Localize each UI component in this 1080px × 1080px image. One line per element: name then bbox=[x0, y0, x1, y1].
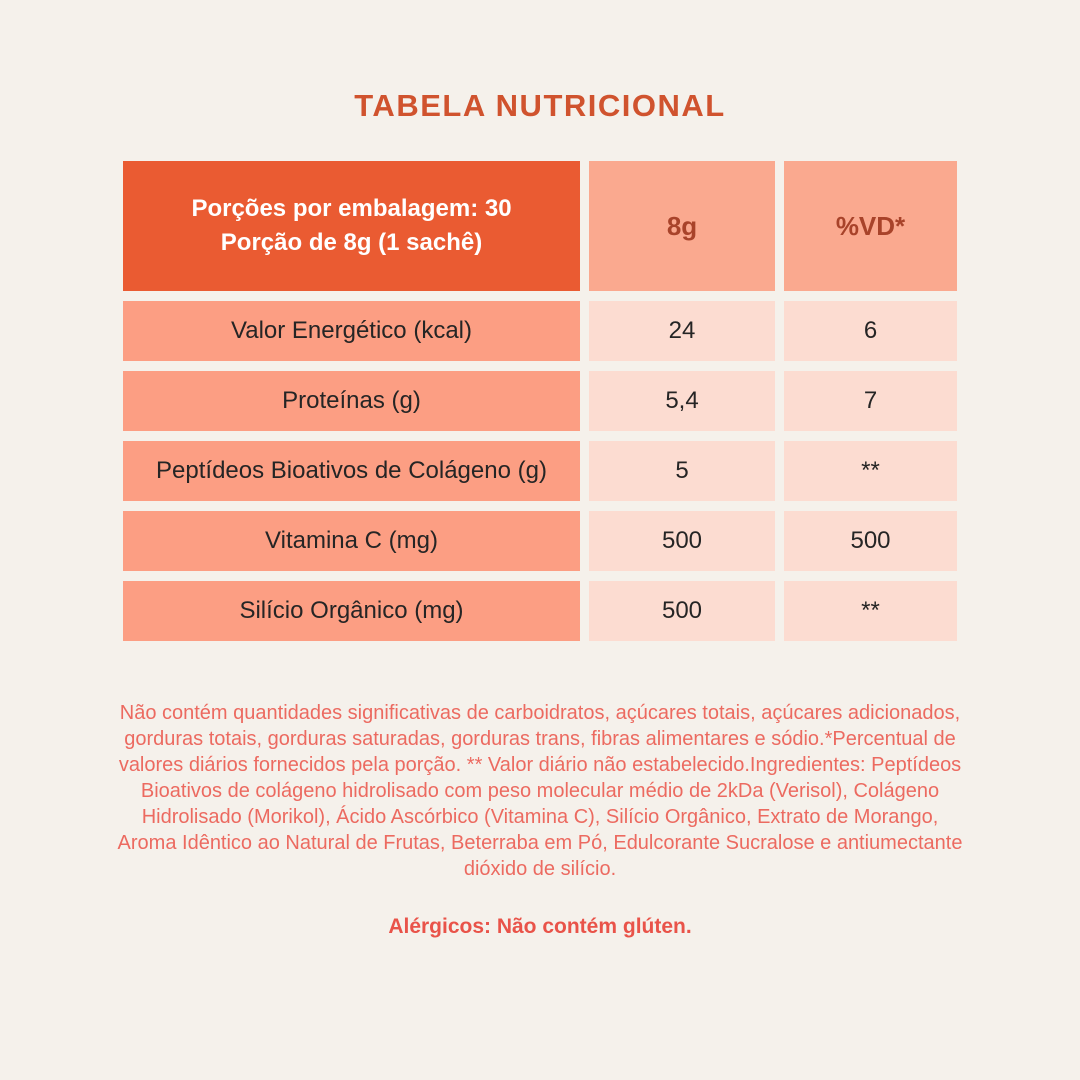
disclaimer-ingredients-text: Não contém quantidades significativas de carboidratos, açúcares totais, açúcares adicionados, gorduras totais, gorduras saturadas, gorduras trans, fibras alimentares e sódio.*Percentual de valores diários fornecidos pela porção. ** Valor diário não estabelecido.Ingredientes: Peptídeos Bioativos de colágeno hidrolisado com peso molecular médio de 2kDa (Verisol), Colágeno Hidrolisado (Morikol), Ácido Ascórbico (Vitamina C), Silício Orgânico, Extrato de Morango, Aroma Idêntico ao Natural de Frutas, Beterraba em Pó, Edulcorante Sucralose e antiumectante dióxido de silício. bbox=[117, 702, 963, 880]
serving-info-header-cell bbox=[123, 161, 580, 291]
allergen-statement: Alérgicos: Não contém glúten. bbox=[388, 915, 692, 938]
table-row-amount: 5,4 bbox=[589, 371, 775, 431]
table-row-amount: 24 bbox=[589, 301, 775, 361]
servings-per-package-text: Porções por embalagem: 30 bbox=[191, 195, 512, 222]
table-row-dv: ** bbox=[784, 441, 957, 501]
table-row-label: Peptídeos Bioativos de Colágeno (g) bbox=[123, 441, 580, 501]
table-row-dv: 7 bbox=[784, 371, 957, 431]
daily-value-column-header: %VD* bbox=[784, 161, 957, 291]
table-row-label: Proteínas (g) bbox=[123, 371, 580, 431]
table-row-label: Silício Orgânico (mg) bbox=[123, 581, 580, 641]
table-row-amount: 5 bbox=[589, 441, 775, 501]
table-row-label: Valor Energético (kcal) bbox=[123, 301, 580, 361]
table-row-label: Vitamina C (mg) bbox=[123, 511, 580, 571]
table-row-amount: 500 bbox=[589, 511, 775, 571]
page-title: TABELA NUTRICIONAL bbox=[354, 88, 726, 123]
serving-size-text: Porção de 8g (1 sachê) bbox=[220, 229, 483, 256]
amount-column-header: 8g bbox=[589, 161, 775, 291]
table-row-amount: 500 bbox=[589, 581, 775, 641]
table-row-dv: ** bbox=[784, 581, 957, 641]
nutrition-table bbox=[123, 161, 957, 641]
table-row-dv: 6 bbox=[784, 301, 957, 361]
table-row-dv: 500 bbox=[784, 511, 957, 571]
